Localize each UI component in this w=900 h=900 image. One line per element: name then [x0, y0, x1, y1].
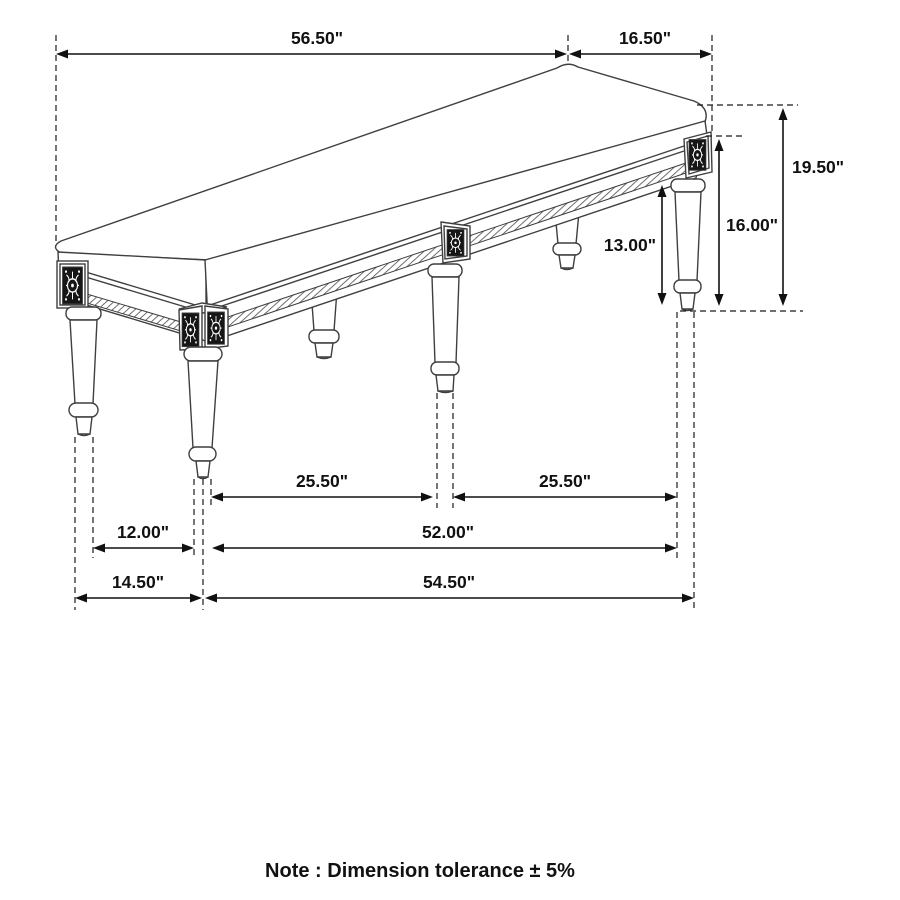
dim-label-front-leg-span: 52.00"	[421, 522, 475, 542]
dim-label-leg-gap-right: 25.50"	[538, 471, 592, 491]
dim-front-leg-span	[212, 522, 677, 553]
dim-leg-gap-right	[453, 471, 677, 502]
dim-label-overall-height: 19.50"	[792, 157, 845, 177]
front-right-leg	[671, 179, 705, 311]
dim-label-overall-length: 56.50"	[290, 28, 344, 48]
dim-base-length	[205, 572, 694, 603]
dim-overall-depth	[569, 28, 712, 59]
dim-label-end-leg-spacing: 12.00"	[116, 522, 170, 542]
dim-end-leg-spacing	[93, 522, 194, 553]
dim-end-base-depth	[75, 572, 202, 603]
dim-label-leg-gap-left: 25.50"	[295, 471, 349, 491]
dim-label-base-length: 54.50"	[422, 572, 476, 592]
dim-label-leg-height: 13.00"	[603, 235, 656, 255]
back-left-leg	[66, 307, 101, 436]
dim-floor-to-apron	[715, 139, 779, 306]
dim-overall-height	[779, 108, 845, 306]
front-middle-leg	[428, 264, 462, 393]
corner-block-front-right	[684, 132, 712, 178]
corner-block-front-middle	[441, 222, 470, 263]
corner-block-back-left	[57, 261, 88, 308]
dim-label-floor-to-apron: 16.00"	[726, 215, 779, 235]
dim-label-end-base-depth: 14.50"	[111, 572, 165, 592]
note-text: Note : Dimension tolerance ± 5%	[265, 860, 575, 882]
front-left-leg	[184, 347, 222, 479]
dim-label-overall-depth: 16.50"	[618, 28, 672, 48]
dim-overall-length	[56, 28, 567, 59]
dim-leg-gap-left	[211, 471, 433, 502]
bench-drawing	[56, 64, 713, 478]
